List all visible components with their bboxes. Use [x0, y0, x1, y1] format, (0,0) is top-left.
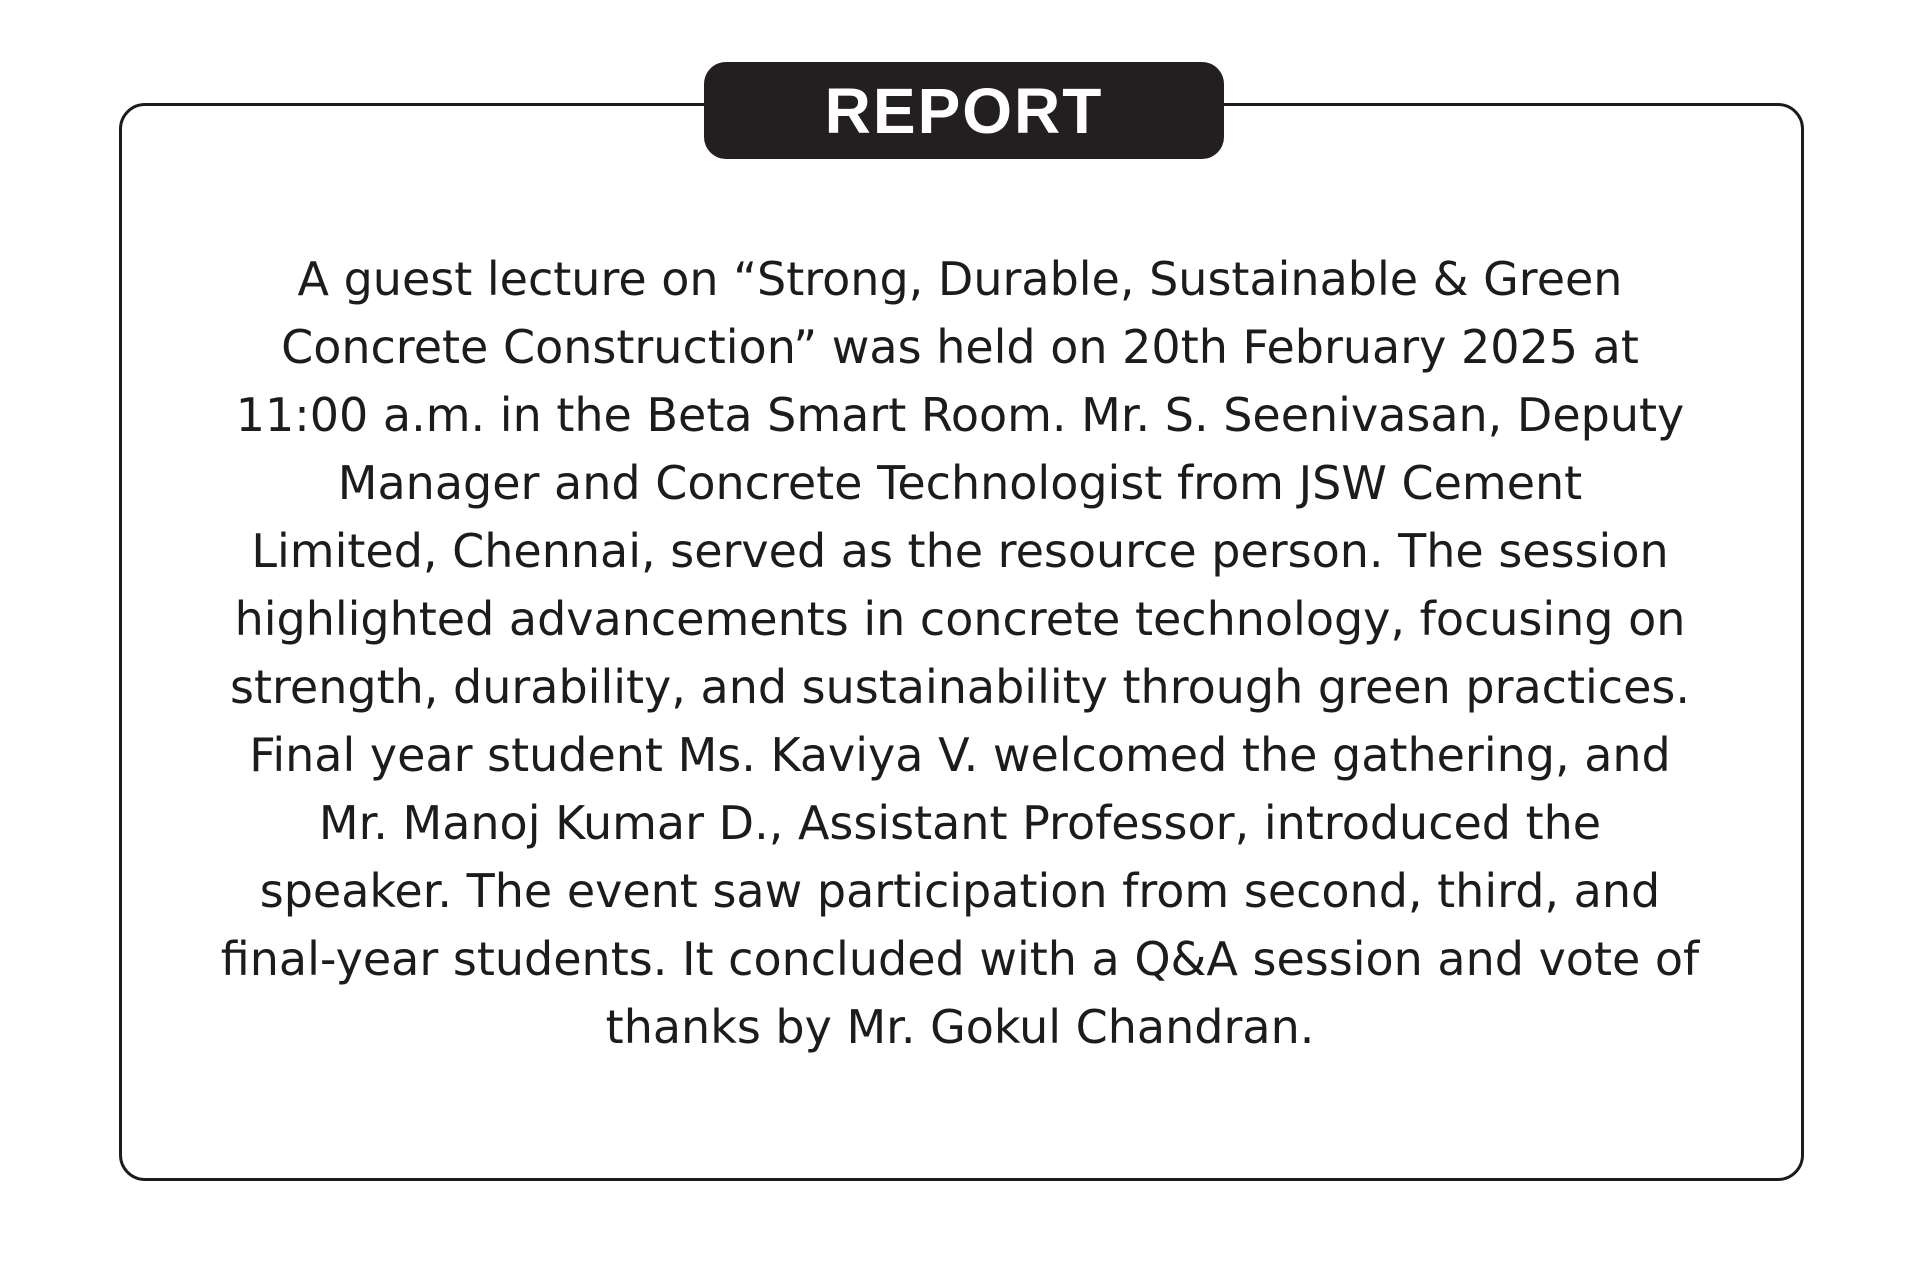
report-line: thanks by Mr. Gokul Chandran.	[605, 1000, 1315, 1054]
report-line: Mr. Manoj Kumar D., Assistant Professor, introduced the	[318, 796, 1602, 850]
report-line: 11:00 a.m. in the Beta Smart Room. Mr. S. Seenivasan, Deputy	[235, 388, 1685, 442]
report-line: Final year student Ms. Kaviya V. welcomed the gathering, and	[249, 728, 1671, 782]
report-badge-label: REPORT	[824, 74, 1104, 147]
report-line: strength, durability, and sustainability through green practices.	[230, 660, 1690, 714]
report-line: speaker. The event saw participation from second, third, and	[259, 864, 1661, 918]
report-line: Concrete Construction” was held on 20th February 2025 at	[281, 320, 1639, 374]
report-line: A guest lecture on “Strong, Durable, Sustainable & Green	[297, 252, 1623, 306]
report-line: highlighted advancements in concrete technology, focusing on	[234, 592, 1686, 646]
report-line: Manager and Concrete Technologist from JSW Cement	[337, 456, 1583, 510]
report-body	[140, 245, 1780, 1061]
report-line: Limited, Chennai, served as the resource person. The session	[251, 524, 1669, 578]
report-line: final-year students. It concluded with a Q&A session and vote of	[220, 932, 1700, 986]
report-badge	[704, 62, 1224, 159]
